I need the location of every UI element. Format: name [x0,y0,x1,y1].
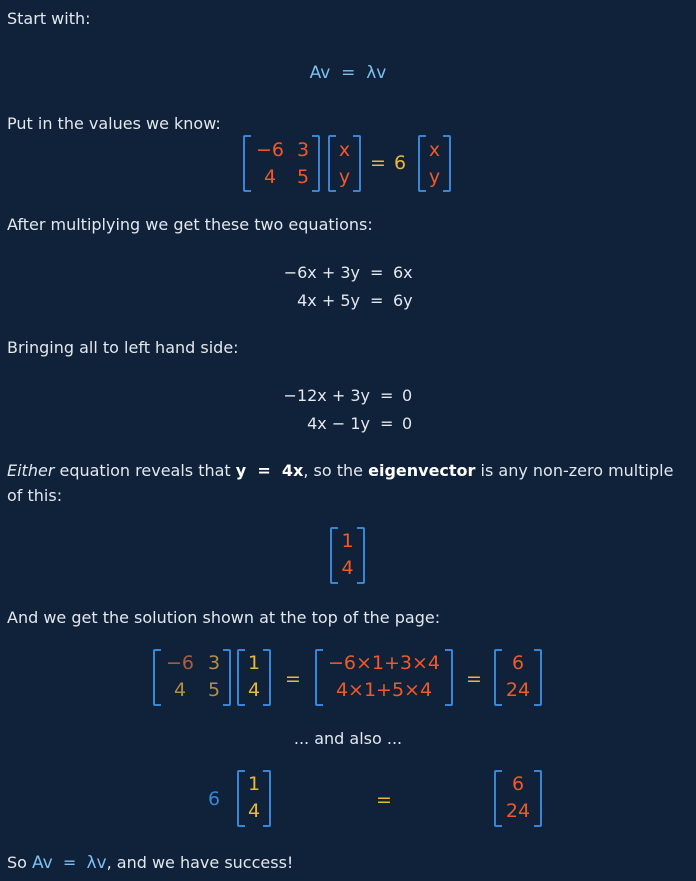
matrix-cell: 3 [296,139,310,161]
matrix-cell: −6 [255,139,284,161]
eigenvector-matrix-3 [237,770,271,827]
result-cell: 6 [511,652,525,674]
equation-rhs: 0 [402,414,413,433]
matrix-cell: 3 [207,652,221,674]
product-matrix [315,649,453,706]
vector-cell: 4 [341,557,354,579]
intro-text: Start with: [7,9,91,28]
vector-cell: 1 [341,530,354,552]
equation-lhs: −12x + 3y [283,386,370,405]
vector-cell: y [338,166,351,188]
eigenvector-matrix-2 [237,649,271,706]
equation-rhs: 0 [402,386,413,405]
equals-sign: = [466,668,482,690]
equation-lhs: −6x + 3y [283,263,360,282]
result-matrix [494,770,542,827]
vector-cell: x [428,139,441,161]
matrix-a [243,135,320,192]
eigen-equation: Av = λv [309,63,387,83]
result-cell: 6 [511,773,525,795]
equation-eq: = [370,263,384,282]
vector-xy-rhs [418,135,451,192]
vector-cell: 4 [247,800,261,822]
result-cell: 24 [505,679,531,701]
product-cell: −6×1+3×4 [327,652,441,674]
equation-eq: = [380,386,394,405]
matrix-a-dim [153,649,231,706]
matrix-cell: 4 [263,166,277,188]
equals-sign: = [370,152,386,174]
y-equals-4x: y = 4x [235,461,304,480]
vector-cell: y [428,166,441,188]
result-cell: 24 [505,800,531,822]
matrix-cell: 5 [207,679,221,701]
after-mult-text: After multiplying we get these two equations: [7,215,373,234]
solution-text: And we get the solution shown at the top of the page: [7,608,441,627]
eigenvector-term: eigenvector [368,461,476,480]
vector-cell: x [338,139,351,161]
conclusion-text: So Av = λv, and we have success! [7,853,294,873]
either-emphasis: Either [7,461,55,480]
lambda-value: 6 [208,788,221,810]
equals-sign: = [376,789,392,811]
matrix-cell: −6 [165,652,194,674]
product-cell: 4×1+5×4 [335,679,433,701]
equation-eq: = [380,414,394,433]
either-line2: of this: [7,486,63,505]
bringing-text: Bringing all to left hand side: [7,338,239,357]
result-matrix [494,649,542,706]
lambda-value: 6 [394,152,407,174]
matrix-cell: 4 [173,679,187,701]
equation-rhs: 6x [393,263,413,282]
eigenvector-matrix [330,527,365,584]
matrix-cell: 5 [296,166,310,188]
put-values-text: Put in the values we know: [7,114,221,133]
equation-rhs: 6y [393,291,413,310]
equation-eq: = [370,291,384,310]
either-paragraph: Either equation reveals that y = 4x, so the eigenvector is any non-zero multiple [7,461,674,480]
vector-cell: 1 [247,652,261,674]
vector-cell: 4 [247,679,261,701]
equation-lhs: 4x − 1y [307,414,370,433]
equals-sign: = [285,668,301,690]
vector-cell: 1 [247,773,261,795]
equation-lhs: 4x + 5y [297,291,360,310]
vector-xy [328,135,361,192]
and-also-text: ... and also ... [293,729,403,748]
